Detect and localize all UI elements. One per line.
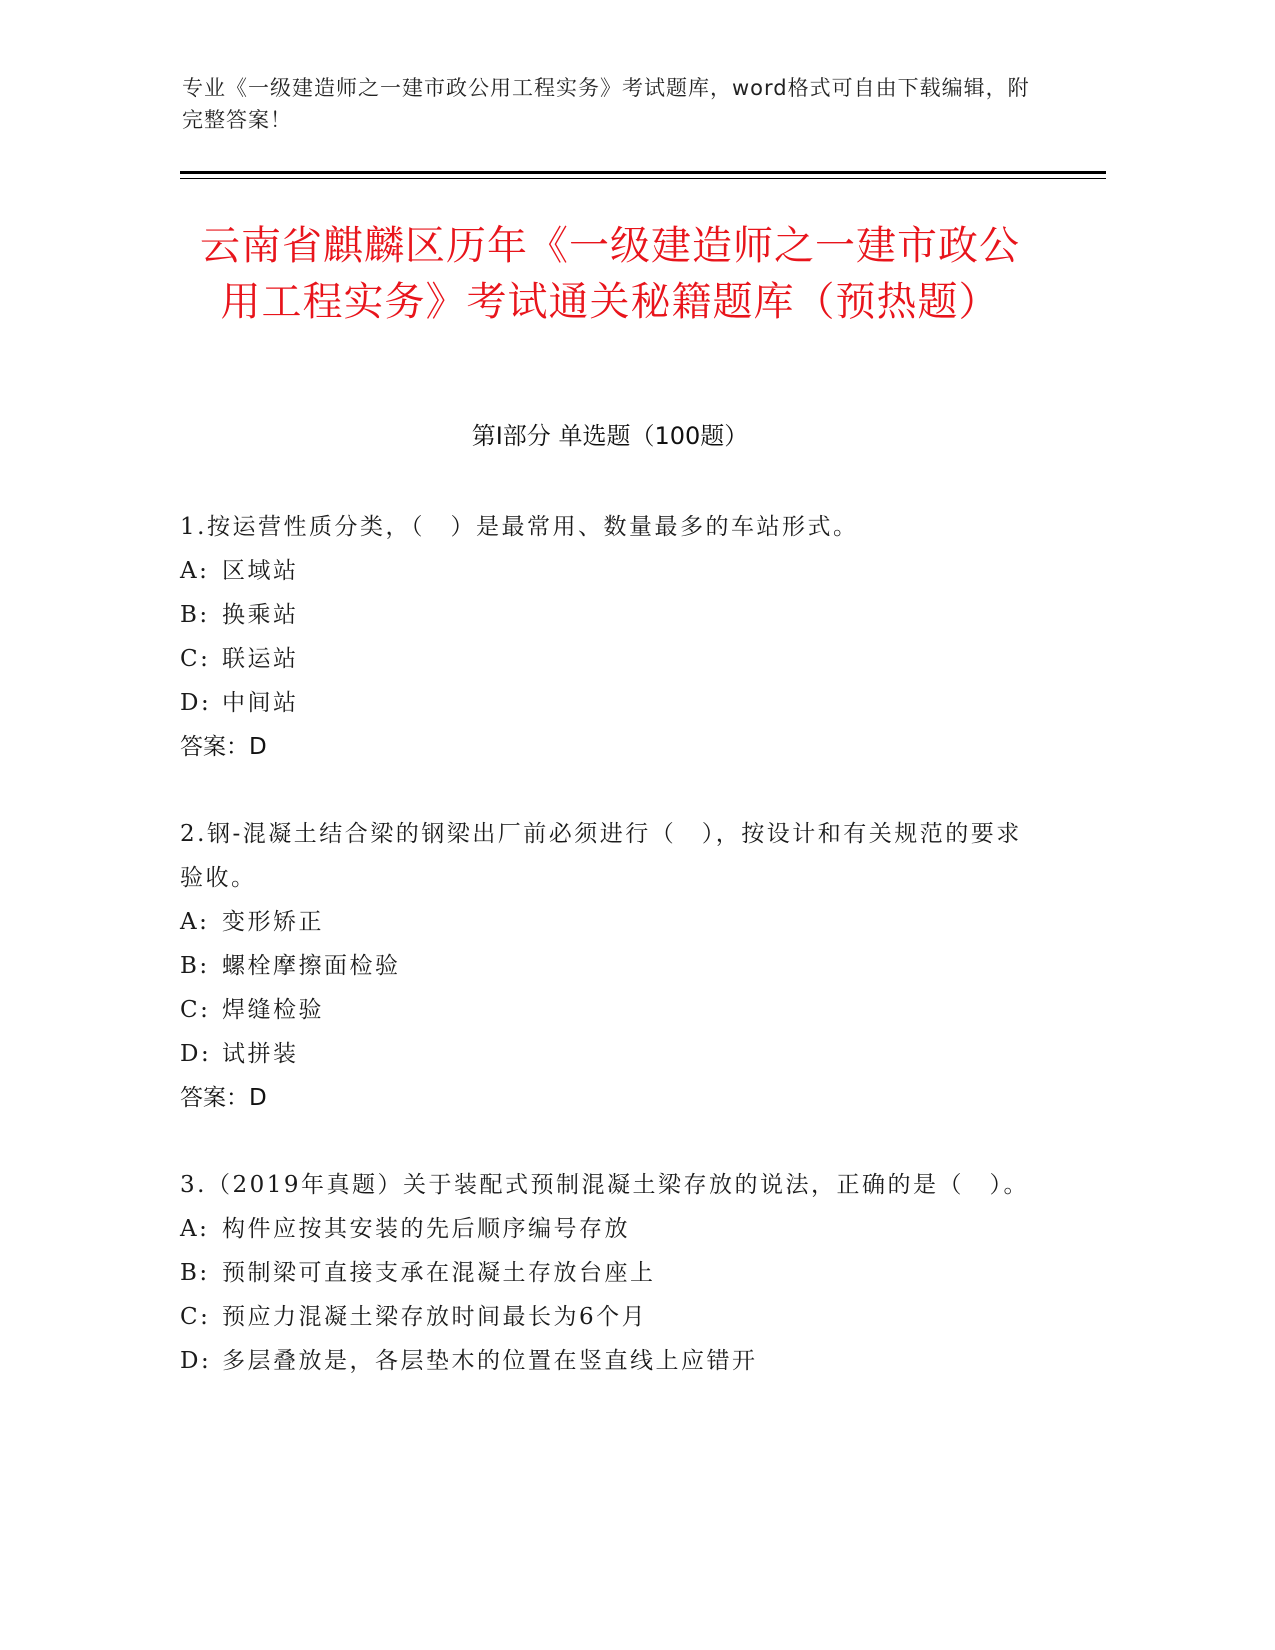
- option-d: [180, 1339, 1030, 1383]
- option-letter: D:: [180, 1348, 212, 1374]
- option-a: [180, 1207, 1030, 1251]
- answer-line: 答案：D: [180, 1085, 267, 1111]
- option-text: 预制梁可直接支承在混凝土存放台座上: [222, 1260, 656, 1286]
- option-c: [180, 988, 1030, 1032]
- header-note: 专业《一级建造师之一建市政公用工程实务》考试题库，word格式可自由下载编辑，附完整答案！: [182, 76, 1030, 132]
- option-letter: A:: [180, 558, 210, 584]
- header-divider-thick: [180, 171, 1106, 174]
- question-list: [180, 505, 1030, 1426]
- option-c: [180, 1295, 1030, 1339]
- document-title: 云南省麒麟区历年《一级建造师之一建市政公用工程实务》考试通关秘籍题库（预热题）: [200, 223, 1020, 325]
- option-letter: C:: [180, 1304, 211, 1330]
- option-letter: C:: [180, 646, 211, 672]
- option-letter: D:: [180, 1041, 212, 1067]
- option-d: [180, 681, 1030, 725]
- option-text: 变形矫正: [222, 909, 324, 935]
- option-letter: B:: [180, 953, 210, 979]
- option-a: [180, 900, 1030, 944]
- option-text: 预应力混凝土梁存放时间最长为6个月: [222, 1304, 648, 1330]
- option-a: [180, 549, 1030, 593]
- section-title: 第I部分 单选题（100题）: [471, 422, 749, 450]
- option-letter: B:: [180, 602, 210, 628]
- option-c: [180, 637, 1030, 681]
- question-1: [180, 505, 1030, 769]
- option-text: 试拼装: [222, 1041, 299, 1067]
- option-b: [180, 1251, 1030, 1295]
- option-text: 中间站: [222, 690, 299, 716]
- option-text: 构件应按其安装的先后顺序编号存放: [222, 1216, 630, 1242]
- option-text: 换乘站: [222, 602, 299, 628]
- answer-line: 答案：D: [180, 734, 267, 760]
- header-divider-thin: [180, 178, 1106, 179]
- option-text: 联运站: [222, 646, 299, 672]
- option-letter: A:: [180, 1216, 210, 1242]
- question-stem: 3.（2019年真题）关于装配式预制混凝土梁存放的说法，正确的是（ ）。: [180, 1172, 1029, 1198]
- question-3: [180, 1163, 1030, 1383]
- option-text: 焊缝检验: [222, 997, 324, 1023]
- option-text: 多层叠放是，各层垫木的位置在竖直线上应错开: [222, 1348, 758, 1374]
- question-stem: 2.钢-混凝土结合梁的钢梁出厂前必须进行（ ），按设计和有关规范的要求验收。: [180, 821, 1022, 891]
- option-text: 区域站: [222, 558, 299, 584]
- option-letter: A:: [180, 909, 210, 935]
- question-stem: 1.按运营性质分类，（ ）是最常用、数量最多的车站形式。: [180, 514, 859, 540]
- option-letter: C:: [180, 997, 211, 1023]
- option-letter: D:: [180, 690, 212, 716]
- option-b: [180, 593, 1030, 637]
- option-d: [180, 1032, 1030, 1076]
- option-text: 螺栓摩擦面检验: [222, 953, 401, 979]
- option-letter: B:: [180, 1260, 210, 1286]
- question-2: [180, 812, 1030, 1120]
- option-b: [180, 944, 1030, 988]
